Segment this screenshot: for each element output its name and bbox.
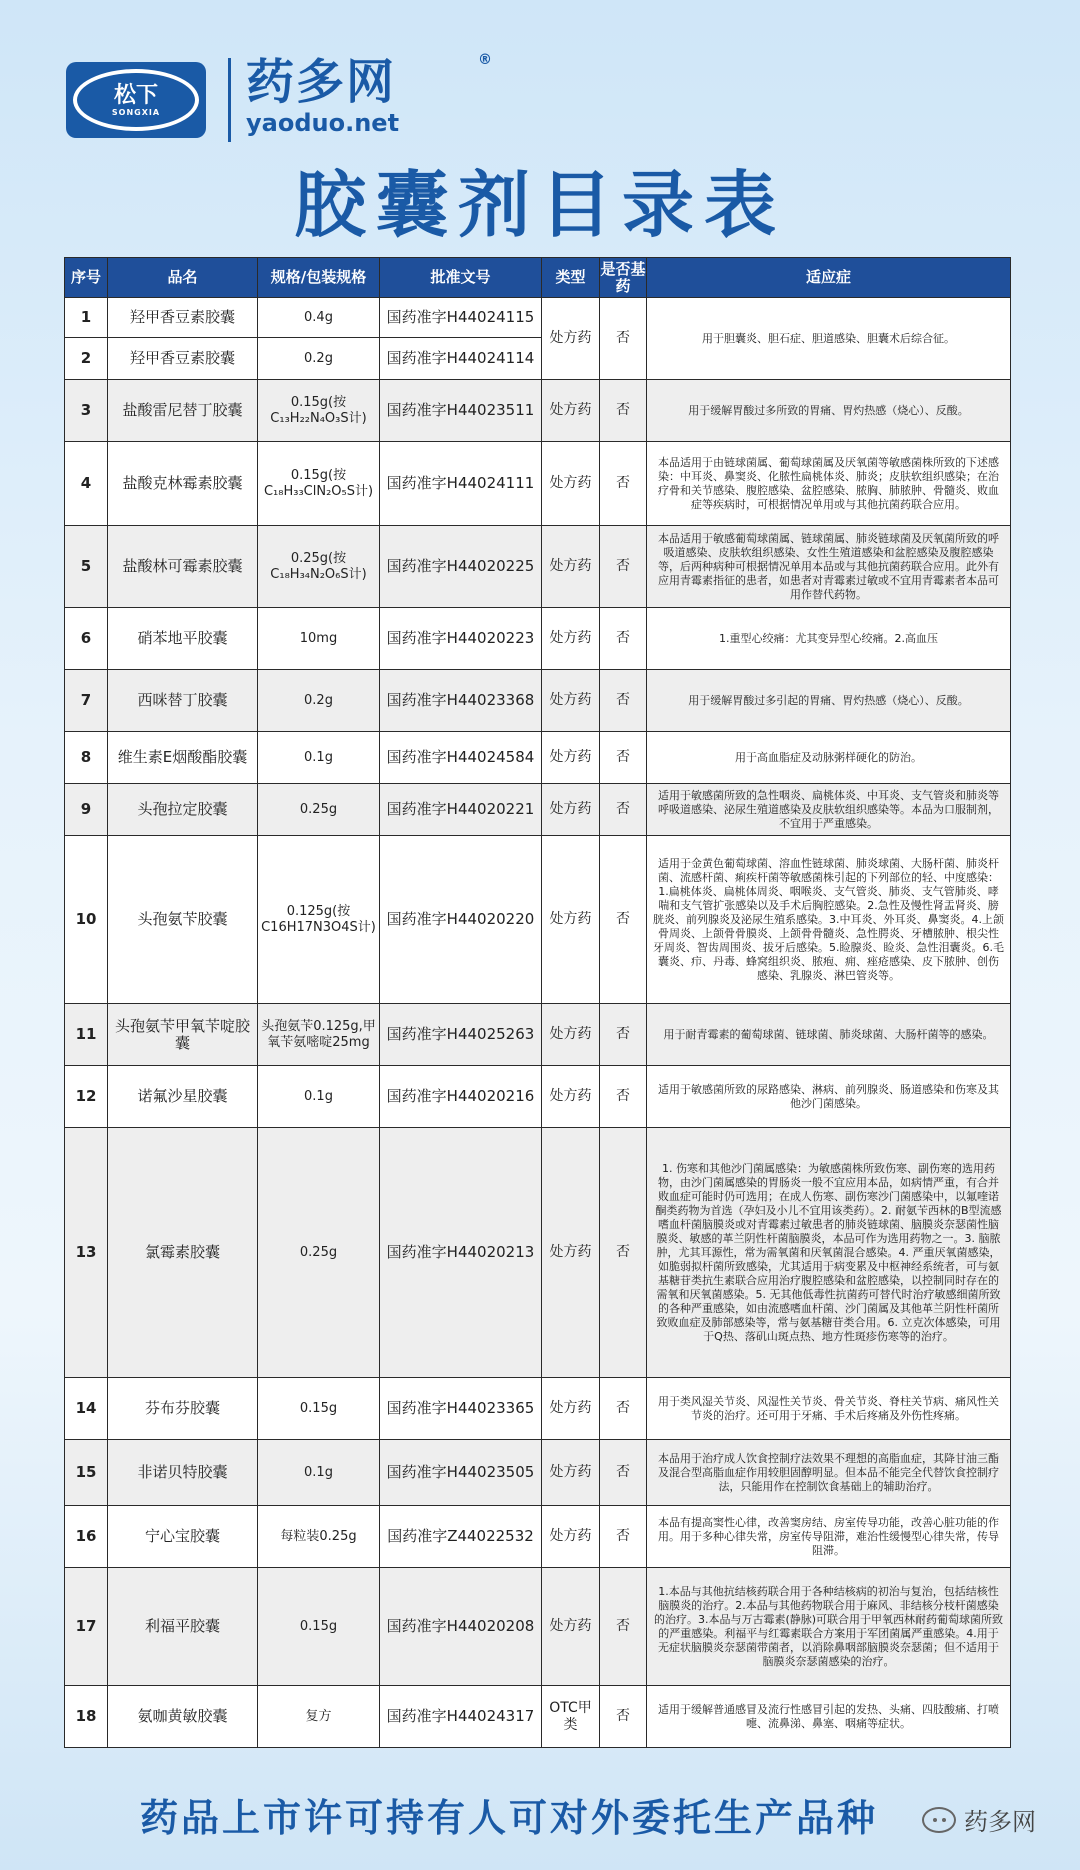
cell-no: 13 xyxy=(65,1128,108,1378)
logo-cn-text: 松下 xyxy=(113,82,158,108)
table-row xyxy=(65,732,1011,784)
cell-spec: 0.1g xyxy=(258,1440,380,1506)
cell-basic: 否 xyxy=(600,1568,647,1686)
cell-indication: 1.本品与其他抗结核药联合用于各种结核病的初治与复治，包括结核性脑膜炎的治疗。2.本品与其他药物联合用于麻风、非结核分枝杆菌感染的治疗。3.本品与万古霉素(静脉)可联合用于甲氧西林耐药葡萄球菌所致的严重感染。利福平与红霉素联合方案用于军团菌属严重感染。4.用于无症状脑膜炎奈瑟菌带菌者，以消除鼻咽部脑膜炎奈瑟菌；但不适用于脑膜炎奈瑟菌感染的治疗。 xyxy=(647,1568,1011,1686)
cell-type: 处方药 xyxy=(542,1128,600,1378)
site-en-name: yaoduo.net xyxy=(246,109,400,137)
cell-spec: 0.2g xyxy=(258,338,380,380)
cell-no: 1 xyxy=(65,298,108,338)
cell-no: 17 xyxy=(65,1568,108,1686)
cell-type: 处方药 xyxy=(542,608,600,670)
table-row xyxy=(65,670,1011,732)
cell-no: 9 xyxy=(65,784,108,836)
cell-spec: 0.15g xyxy=(258,1568,380,1686)
cell-approval: 国药准字H44024114 xyxy=(380,338,542,380)
cell-basic: 否 xyxy=(600,784,647,836)
cell-type: 处方药 xyxy=(542,1506,600,1568)
col-header-indication: 适应症 xyxy=(647,258,1011,298)
cell-name: 诺氟沙星胶囊 xyxy=(108,1066,258,1128)
col-header-type: 类型 xyxy=(542,258,600,298)
cell-indication: 适用于缓解普通感冒及流行性感冒引起的发热、头痛、四肢酸痛、打喷嚏、流鼻涕、鼻塞、咽痛等症状。 xyxy=(647,1686,1011,1748)
cell-type: 处方药 xyxy=(542,1378,600,1440)
cell-approval: 国药准字H44024317 xyxy=(380,1686,542,1748)
cell-spec: 复方 xyxy=(258,1686,380,1748)
cell-basic: 否 xyxy=(600,1378,647,1440)
cell-spec: 0.15g xyxy=(258,1378,380,1440)
cell-name: 头孢氨苄甲氧苄啶胶囊 xyxy=(108,1004,258,1066)
table-row xyxy=(65,1686,1011,1748)
cell-name: 宁心宝胶囊 xyxy=(108,1506,258,1568)
table-row xyxy=(65,1568,1011,1686)
logo-divider xyxy=(228,58,231,142)
cell-no: 10 xyxy=(65,836,108,1004)
table-row xyxy=(65,380,1011,442)
cell-basic: 否 xyxy=(600,1440,647,1506)
cell-basic: 否 xyxy=(600,1004,647,1066)
page-title: 胶囊剂目录表 xyxy=(293,163,786,247)
cell-basic: 否 xyxy=(600,1066,647,1128)
table-row xyxy=(65,1440,1011,1506)
cell-spec: 头孢氨苄0.125g,甲氧苄氨嘧啶25mg xyxy=(258,1004,380,1066)
cell-no: 6 xyxy=(65,608,108,670)
cell-name: 羟甲香豆素胶囊 xyxy=(108,338,258,380)
cell-type: 处方药 xyxy=(542,732,600,784)
wechat-watermark xyxy=(922,1802,1036,1837)
cell-type: 处方药 xyxy=(542,836,600,1004)
catalog-table xyxy=(64,257,1011,1748)
table-row xyxy=(65,1378,1011,1440)
logo-en-text: SONGXIA xyxy=(111,107,161,117)
footer-slogan: 药品上市许可持有人可对外委托生产品种 xyxy=(140,1796,879,1840)
cell-spec: 0.4g xyxy=(258,298,380,338)
cell-approval: 国药准字H44020213 xyxy=(380,1128,542,1378)
cell-approval: 国药准字H44020221 xyxy=(380,784,542,836)
registered-mark: ® xyxy=(478,52,492,68)
cell-no: 12 xyxy=(65,1066,108,1128)
cell-approval: 国药准字H44023365 xyxy=(380,1378,542,1440)
cell-type: 处方药 xyxy=(542,380,600,442)
cell-name: 头孢氨苄胶囊 xyxy=(108,836,258,1004)
table-row xyxy=(65,608,1011,670)
cell-basic: 否 xyxy=(600,836,647,1004)
cell-basic: 否 xyxy=(600,380,647,442)
yaoduo-logo xyxy=(246,52,492,137)
cell-indication: 1. 伤寒和其他沙门菌属感染：为敏感菌株所致伤寒、副伤寒的选用药物，由沙门菌属感染的胃肠炎一般不宜应用本品，如病情严重，有合并败血症可能时仍可选用；在成人伤寒、副伤寒沙门菌感染中，以氟喹诺酮类药物为首选（孕妇及小儿不宜用该类药）。2. 耐氨苄西林的B型流感嗜血杆菌脑膜炎或对青霉素过敏患者的肺炎链球菌、脑膜炎奈瑟菌性脑膜炎、敏感的革兰阴性杆菌脑膜炎，本品可作为选用药物之一。3. 脑脓肿，尤其耳源性，常为需氧菌和厌氧菌混合感染。4. 严重厌氧菌感染，如脆弱拟杆菌所致感染，尤其适用于病变累及中枢神经系统者，可与氨基糖苷类抗生素联合应用治疗腹腔感染和盆腔感染，以控制同时存在的需氧和厌氧菌感染。5. 无其他低毒性抗菌药可替代时治疗敏感细菌所致的各种严重感染，如由流感嗜血杆菌、沙门菌属及其他革兰阴性杆菌所致败血症及肺部感染等，常与氨基糖苷类合用。6. 立克次体感染，可用于Q热、落矶山斑点热、地方性斑疹伤寒等的治疗。 xyxy=(647,1128,1011,1378)
cell-basic: 否 xyxy=(600,1128,647,1378)
cell-approval: 国药准字H44023511 xyxy=(380,380,542,442)
cell-approval: 国药准字H44024584 xyxy=(380,732,542,784)
cell-name: 西咪替丁胶囊 xyxy=(108,670,258,732)
cell-type: 处方药 xyxy=(542,526,600,608)
col-header-basic: 是否基药 xyxy=(600,258,647,298)
cell-no: 3 xyxy=(65,380,108,442)
cell-approval: 国药准字H44023505 xyxy=(380,1440,542,1506)
table-row xyxy=(65,784,1011,836)
cell-no: 4 xyxy=(65,442,108,526)
cell-name: 非诺贝特胶囊 xyxy=(108,1440,258,1506)
cell-no: 7 xyxy=(65,670,108,732)
cell-indication: 用于高血脂症及动脉粥样硬化的防治。 xyxy=(647,732,1011,784)
cell-name: 芬布芬胶囊 xyxy=(108,1378,258,1440)
cell-approval: 国药准字Z44022532 xyxy=(380,1506,542,1568)
cell-spec: 0.1g xyxy=(258,732,380,784)
cell-indication: 用于胆囊炎、胆石症、胆道感染、胆囊术后综合征。 xyxy=(647,298,1011,380)
cell-approval: 国药准字H44024115 xyxy=(380,298,542,338)
cell-type: 处方药 xyxy=(542,670,600,732)
cell-spec: 0.2g xyxy=(258,670,380,732)
cell-spec: 0.1g xyxy=(258,1066,380,1128)
cell-spec: 0.25g xyxy=(258,1128,380,1378)
table-row xyxy=(65,442,1011,526)
cell-basic: 否 xyxy=(600,298,647,380)
cell-spec: 0.25g(按C₁₈H₃₄N₂O₆S计) xyxy=(258,526,380,608)
cell-basic: 否 xyxy=(600,670,647,732)
cell-no: 14 xyxy=(65,1378,108,1440)
cell-approval: 国药准字H44020216 xyxy=(380,1066,542,1128)
table-row xyxy=(65,1506,1011,1568)
cell-basic: 否 xyxy=(600,732,647,784)
cell-approval: 国药准字H44020220 xyxy=(380,836,542,1004)
watermark-text: 药多网 xyxy=(964,1808,1036,1836)
cell-basic: 否 xyxy=(600,526,647,608)
table-row xyxy=(65,526,1011,608)
cell-indication: 适用于敏感菌所致的尿路感染、淋病、前列腺炎、肠道感染和伤寒及其他沙门菌感染。 xyxy=(647,1066,1011,1128)
cell-basic: 否 xyxy=(600,442,647,526)
catalog-table-wrap xyxy=(64,257,1010,1748)
cell-spec: 0.25g xyxy=(258,784,380,836)
cell-type: OTC甲类 xyxy=(542,1686,600,1748)
cell-approval: 国药准字H44024111 xyxy=(380,442,542,526)
cell-name: 头孢拉定胶囊 xyxy=(108,784,258,836)
col-header-name: 品名 xyxy=(108,258,258,298)
cell-spec: 10mg xyxy=(258,608,380,670)
cell-name: 维生素E烟酸酯胶囊 xyxy=(108,732,258,784)
cell-no: 16 xyxy=(65,1506,108,1568)
wechat-icon xyxy=(922,1807,956,1833)
site-cn-name: 药多网 xyxy=(246,54,397,110)
cell-type: 处方药 xyxy=(542,1004,600,1066)
table-row xyxy=(65,1004,1011,1066)
col-header-no: 序号 xyxy=(65,258,108,298)
cell-name: 氯霉素胶囊 xyxy=(108,1128,258,1378)
cell-no: 8 xyxy=(65,732,108,784)
cell-indication: 用于缓解胃酸过多所致的胃痛、胃灼热感（烧心）、反酸。 xyxy=(647,380,1011,442)
cell-indication: 本品有提高窦性心律，改善窦房结、房室传导功能，改善心脏功能的作用。用于多种心律失常，房室传导阻滞，难治性缓慢型心律失常，传导阻滞。 xyxy=(647,1506,1011,1568)
brand-header xyxy=(66,52,492,144)
table-row xyxy=(65,1128,1011,1378)
cell-no: 2 xyxy=(65,338,108,380)
cell-indication: 用于类风湿关节炎、风湿性关节炎、骨关节炎、脊柱关节病、痛风性关节炎的治疗。还可用于牙痛、手术后疼痛及外伤性疼痛。 xyxy=(647,1378,1011,1440)
col-header-approval: 批准文号 xyxy=(380,258,542,298)
cell-indication: 本品适用于敏感葡萄球菌属、链球菌属、肺炎链球菌及厌氧菌所致的呼吸道感染、皮肤软组织感染、女性生殖道感染和盆腔感染及腹腔感染等，后两种病种可根据情况单用本品或与其他抗菌药联合应用。此外有应用青霉素指征的患者，如患者对青霉素过敏或不宜用青霉素者本品可用作替代药物。 xyxy=(647,526,1011,608)
cell-type: 处方药 xyxy=(542,442,600,526)
cell-indication: 适用于敏感菌所致的急性咽炎、扁桃体炎、中耳炎、支气管炎和肺炎等呼吸道感染、泌尿生殖道感染及皮肤软组织感染等。本品为口服制剂，不宜用于严重感染。 xyxy=(647,784,1011,836)
cell-approval: 国药准字H44020223 xyxy=(380,608,542,670)
cell-no: 11 xyxy=(65,1004,108,1066)
cell-basic: 否 xyxy=(600,1686,647,1748)
cell-name: 盐酸雷尼替丁胶囊 xyxy=(108,380,258,442)
cell-spec: 0.125g(按C16H17N3O4S计) xyxy=(258,836,380,1004)
cell-spec: 0.15g(按C₁₃H₂₂N₄O₃S计) xyxy=(258,380,380,442)
table-header-row xyxy=(65,258,1011,298)
col-header-spec: 规格/包装规格 xyxy=(258,258,380,298)
cell-approval: 国药准字H44020225 xyxy=(380,526,542,608)
cell-type: 处方药 xyxy=(542,784,600,836)
cell-type: 处方药 xyxy=(542,298,600,380)
cell-approval: 国药准字H44025263 xyxy=(380,1004,542,1066)
cell-name: 硝苯地平胶囊 xyxy=(108,608,258,670)
cell-no: 18 xyxy=(65,1686,108,1748)
cell-indication: 适用于金黄色葡萄球菌、溶血性链球菌、肺炎球菌、大肠杆菌、肺炎杆菌、流感杆菌、痢疾杆菌等敏感菌株引起的下列部位的轻、中度感染：1.扁桃体炎、扁桃体周炎、咽喉炎、支气管炎、肺炎、支气管肺炎、哮喘和支气管扩张感染以及手术后胸腔感染。2.急性及慢性肾盂肾炎、膀胱炎、前列腺炎及泌尿生殖系感染。3.中耳炎、外耳炎、鼻窦炎。4.上颌骨周炎、上颌骨骨膜炎、上颌骨骨髓炎、急性腭炎、牙槽脓肿、根尖性牙周炎、智齿周围炎、拔牙后感染。5.睑腺炎、睑炎、急性泪囊炎。6.毛囊炎、疖、丹毒、蜂窝组织炎、脓疱、痈、痤疮感染、皮下脓肿、创伤感染、乳腺炎、淋巴管炎等。 xyxy=(647,836,1011,1004)
cell-spec: 0.15g(按C₁₈H₃₃ClN₂O₅S计) xyxy=(258,442,380,526)
cell-name: 氨咖黄敏胶囊 xyxy=(108,1686,258,1748)
cell-type: 处方药 xyxy=(542,1568,600,1686)
cell-type: 处方药 xyxy=(542,1440,600,1506)
cell-no: 5 xyxy=(65,526,108,608)
cell-spec: 每粒装0.25g xyxy=(258,1506,380,1568)
cell-approval: 国药准字H44023368 xyxy=(380,670,542,732)
cell-approval: 国药准字H44020208 xyxy=(380,1568,542,1686)
table-row xyxy=(65,836,1011,1004)
cell-indication: 本品适用于由链球菌属、葡萄球菌属及厌氧菌等敏感菌株所致的下述感染：中耳炎、鼻窦炎、化脓性扁桃体炎、肺炎；皮肤软组织感染；在治疗骨和关节感染、腹腔感染、盆腔感染、脓胸、肺脓肿、骨髓炎、败血症等疾病时，可根据情况单用或与其他抗菌药联合应用。 xyxy=(647,442,1011,526)
cell-indication: 用于耐青霉素的葡萄球菌、链球菌、肺炎球菌、大肠杆菌等的感染。 xyxy=(647,1004,1011,1066)
table-row xyxy=(65,298,1011,338)
cell-indication: 用于缓解胃酸过多引起的胃痛、胃灼热感（烧心）、反酸。 xyxy=(647,670,1011,732)
cell-name: 盐酸林可霉素胶囊 xyxy=(108,526,258,608)
table-row xyxy=(65,1066,1011,1128)
cell-indication: 本品用于治疗成人饮食控制疗法效果不理想的高脂血症，其降甘油三酯及混合型高脂血症作用较胆固醇明显。但本品不能完全代替饮食控制疗法，只能用作在控制饮食基础上的辅助治疗。 xyxy=(647,1440,1011,1506)
cell-name: 羟甲香豆素胶囊 xyxy=(108,298,258,338)
cell-name: 盐酸克林霉素胶囊 xyxy=(108,442,258,526)
cell-no: 15 xyxy=(65,1440,108,1506)
cell-basic: 否 xyxy=(600,1506,647,1568)
songxia-logo xyxy=(66,62,206,138)
cell-type: 处方药 xyxy=(542,1066,600,1128)
cell-basic: 否 xyxy=(600,608,647,670)
cell-indication: 1.重型心绞痛：尤其变异型心绞痛。2.高血压 xyxy=(647,608,1011,670)
cell-name: 利福平胶囊 xyxy=(108,1568,258,1686)
